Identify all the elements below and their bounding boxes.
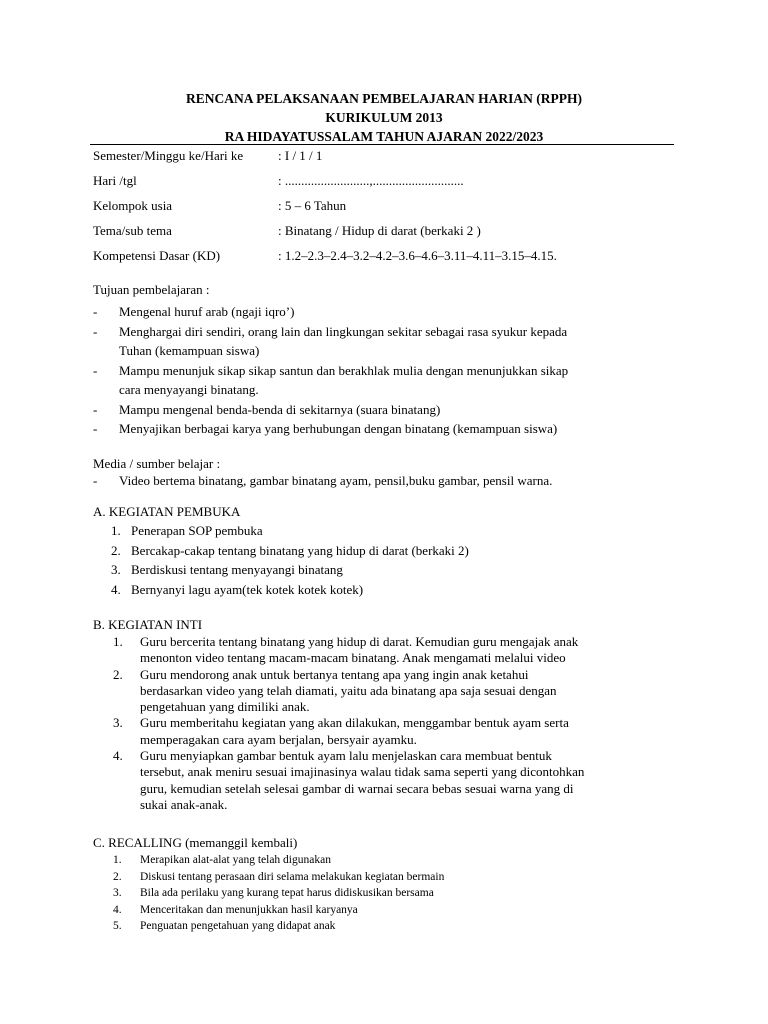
list-item — [93, 902, 683, 919]
list-marker: 2. — [113, 666, 123, 682]
header-divider — [90, 144, 674, 145]
list-item — [93, 361, 683, 400]
list-item-text: Guru menyiapkan gambar bentuk ayam lalu menjelaskan cara membuat bentuk — [140, 748, 552, 764]
list-item — [93, 715, 683, 748]
list-marker: - — [93, 304, 98, 319]
list-item-text: Bila ada perilaku yang kurang tepat harus didiskusikan bersama — [140, 887, 434, 899]
list-item-text: Merapikan alat-alat yang telah digunakan — [140, 854, 331, 866]
list-marker: 4. — [113, 903, 122, 916]
opening-activities-section — [93, 503, 683, 599]
learning-objectives-heading: Tujuan pembelajaran : — [93, 282, 210, 297]
list-item — [93, 852, 683, 869]
info-label: Hari /tgl — [93, 173, 137, 188]
list-item-text: memperagakan cara ayam berjalan, bersyair ayamku. — [140, 731, 417, 747]
list-item-text: Menceritakan dan menunjukkan hasil karyanya — [140, 903, 358, 916]
list-marker: 1. — [113, 634, 123, 649]
learning-objectives-section — [93, 282, 683, 439]
list-item-text: berdasarkan video yang telah diamati, yaitu ada binatang apa saja sesuai dengan — [140, 682, 557, 698]
list-marker: 1. — [111, 523, 121, 538]
recalling-list — [93, 852, 683, 935]
list-item — [93, 918, 683, 935]
list-item — [93, 885, 683, 902]
list-marker: - — [93, 473, 98, 488]
list-item — [93, 419, 683, 439]
list-item — [93, 869, 683, 886]
list-item — [93, 748, 683, 813]
list-item-text: tersebut, anak meniru sesuai imajinasinya walau tidak sama seperti yang dicontohkan — [140, 764, 585, 780]
list-marker: 5. — [113, 920, 122, 932]
list-item — [93, 580, 683, 600]
list-item-text: cara menyayangi binatang. — [119, 382, 259, 397]
list-item-text: Menyajikan berbagai karya yang berhubungan dengan binatang (kemampuan siswa) — [119, 421, 558, 436]
core-activities-section — [93, 616, 683, 813]
list-item — [93, 560, 683, 580]
info-value: : ..........................,............................ — [278, 173, 464, 188]
info-value: : Binatang / Hidup di darat (berkaki 2 ) — [278, 223, 481, 238]
list-item-text: Guru mendorong anak untuk bertanya tentang apa yang ingin anak ketahui — [140, 666, 529, 682]
list-item-text: Bercakap-cakap tentang binatang yang hidup di darat (berkaki 2) — [131, 542, 469, 558]
list-item-text: Diskusi tentang perasaan diri selama melakukan kegiatan bermain — [140, 870, 445, 883]
list-item-text: pengetahuan yang dimiliki anak. — [140, 699, 310, 715]
list-item — [93, 541, 683, 561]
info-value: : 1.2–2.3–2.4–3.2–4.2–3.6–4.6–3.11–4.11–3.15–4.15. — [278, 248, 557, 263]
media-heading: Media / sumber belajar : — [93, 456, 221, 471]
info-label: Kompetensi Dasar (KD) — [93, 248, 221, 263]
list-marker: - — [93, 401, 98, 417]
list-item — [93, 400, 683, 420]
learning-objectives-list — [93, 302, 683, 439]
document-header — [0, 89, 768, 146]
info-label: Kelompok usia — [93, 198, 173, 213]
list-marker: 4. — [111, 581, 121, 597]
list-item-text: Penerapan SOP pembuka — [131, 523, 263, 538]
list-marker: 3. — [113, 887, 122, 899]
title-line-2: KURIKULUM 2013 — [325, 110, 443, 125]
list-item-text: Guru bercerita tentang binatang yang hidup di darat. Kemudian guru mengajak anak — [140, 634, 579, 649]
list-marker: - — [93, 362, 98, 378]
list-item-text: sukai anak-anak. — [140, 796, 228, 812]
list-item — [93, 473, 683, 489]
opening-activities-heading: A. KEGIATAN PEMBUKA — [93, 504, 241, 519]
core-activities-list — [93, 634, 683, 813]
recalling-heading: C. RECALLING (memanggil kembali) — [93, 835, 298, 850]
info-value: : 5 – 6 Tahun — [278, 198, 347, 213]
list-marker: 4. — [113, 748, 123, 764]
list-item-text: Mampu mengenal benda-benda di sekitarnya (suara binatang) — [119, 401, 441, 417]
info-label: Semester/Minggu ke/Hari ke — [93, 148, 244, 163]
media-list — [93, 473, 683, 489]
list-marker: - — [93, 421, 98, 436]
list-item — [93, 634, 683, 667]
list-item-text: Video bertema binatang, gambar binatang ayam, pensil,buku gambar, pensil warna. — [119, 473, 553, 488]
title-line-1: RENCANA PELAKSANAAN PEMBELAJARAN HARIAN (RPPH) — [185, 91, 582, 106]
list-item-text: Mengenal huruf arab (ngaji iqro’) — [119, 304, 295, 319]
title-line-3: RA HIDAYATUSSALAM TAHUN AJARAN 2022/2023 — [224, 129, 544, 144]
list-item-text: Menghargai diri sendiri, orang lain dan lingkungan sekitar sebagai rasa syukur kepada — [119, 323, 568, 339]
list-marker: - — [93, 323, 98, 339]
info-label: Tema/sub tema — [93, 223, 172, 238]
list-item — [93, 521, 683, 541]
list-item-text: Guru memberitahu kegiatan yang akan dilakukan, menggambar bentuk ayam serta — [140, 715, 569, 731]
list-item-text: Berdiskusi tentang menyayangi binatang — [131, 562, 343, 577]
media-section — [93, 455, 683, 489]
list-item-text: Tuhan (kemampuan siswa) — [119, 343, 260, 358]
list-item-text: menonton video tentang macam-macam binatang. Anak mengamati melalui video — [140, 650, 566, 666]
list-item — [93, 667, 683, 716]
list-item — [93, 322, 683, 361]
opening-activities-list — [93, 521, 683, 599]
list-item-text: Bernyanyi lagu ayam(tek kotek kotek kotek) — [131, 581, 364, 597]
list-item — [93, 302, 683, 322]
list-marker: 2. — [113, 870, 122, 883]
core-activities-heading: B. KEGIATAN INTI — [93, 617, 203, 632]
list-marker: 2. — [111, 542, 121, 558]
info-value: : I / 1 / 1 — [278, 148, 323, 163]
list-item-text: Mampu menunjuk sikap sikap santun dan berakhlak mulia dengan menunjukkan sikap — [119, 362, 569, 378]
list-marker: 1. — [113, 854, 122, 866]
list-marker: 3. — [113, 715, 123, 731]
list-item-text: Penguatan pengetahuan yang didapat anak — [140, 920, 336, 932]
list-item-text: guru, kemudian setelah selesai gambar di warnai secara bebas sesuai warna yang di — [140, 780, 574, 796]
list-marker: 3. — [111, 562, 121, 577]
recalling-section — [93, 834, 683, 935]
